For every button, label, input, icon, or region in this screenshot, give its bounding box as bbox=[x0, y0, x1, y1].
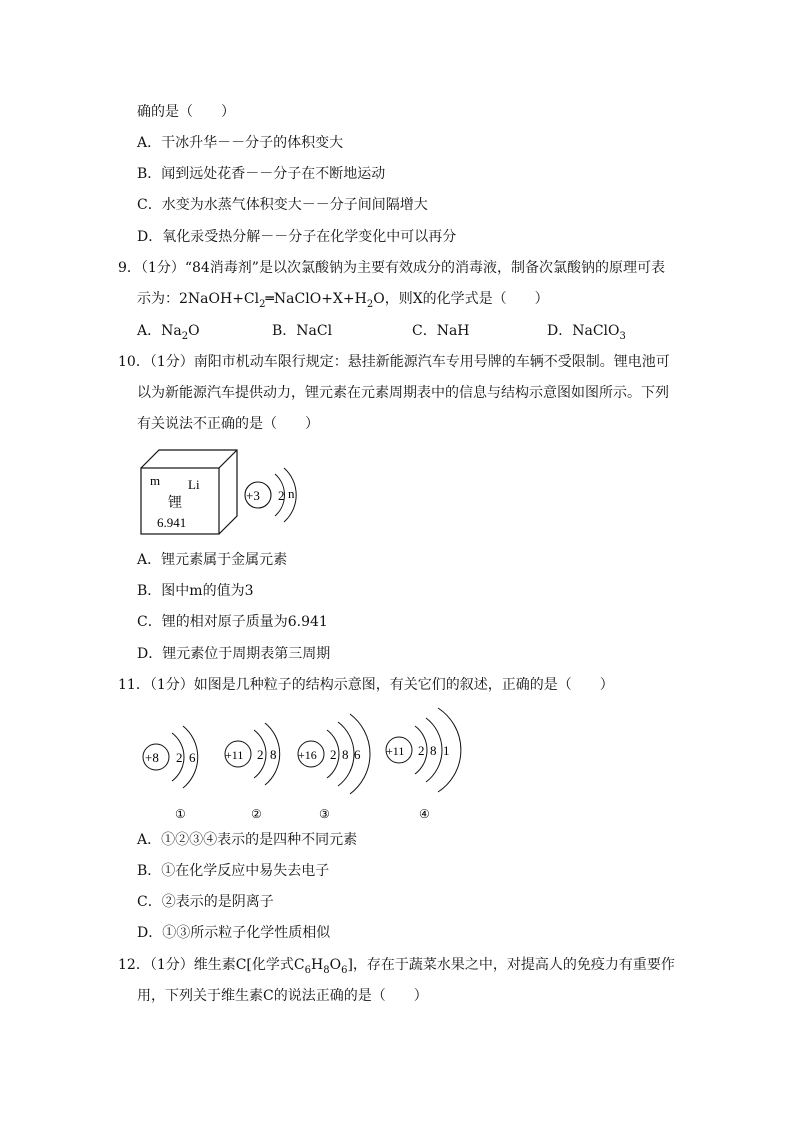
q10-option-a: A．锂元素属于金属元素 bbox=[137, 552, 288, 568]
q10-stem-line2: 以为新能源汽车提供动力，锂元素在元素周期表中的信息与结构示意图如图所示。下列 bbox=[137, 385, 669, 401]
q10-option-d: D．锂元素位于周期表第三周期 bbox=[137, 646, 331, 662]
lithium-nucleus-charge: +3 bbox=[246, 488, 260, 503]
q9-option-c: C．NaH bbox=[412, 323, 470, 339]
q9-option-a: A．$Na_2O$ bbox=[137, 323, 200, 342]
particle-3-shell-3: 6 bbox=[354, 747, 361, 762]
q11-stem-line1: 11．（1分）如图是几种粒子的结构示意图，有关它们的叙述，正确的是（ ） bbox=[118, 677, 614, 693]
particle-1-shell-1: 2 bbox=[176, 750, 183, 765]
particle-3-nucleus: +16 bbox=[298, 748, 317, 762]
lithium-element-cell bbox=[141, 450, 237, 534]
q11-option-d: D．①③所示粒子化学性质相似 bbox=[137, 925, 331, 941]
q10-stem-line1: 10．（1分）南阳市机动车限行规定：悬挂新能源汽车专用号牌的车辆不受限制。锂电池可 bbox=[118, 354, 670, 370]
particle-2-label: ② bbox=[251, 807, 262, 821]
cell-atomic-mass: 6.941 bbox=[157, 515, 187, 530]
lithium-shell2-electrons: n bbox=[288, 486, 295, 501]
cell-element-name: 锂 bbox=[168, 496, 182, 511]
particle-3-shell-1: 2 bbox=[330, 747, 337, 762]
q12-stem-line1: 12．（1分）维生素C[化学式$C_6H_8O_6$]，存在于蔬菜水果之中，对提高人的免疫力有重要作 bbox=[118, 957, 675, 976]
particle-1-nucleus: +8 bbox=[145, 750, 159, 765]
q10-figure bbox=[130, 440, 320, 540]
particle-4-shell-2: 8 bbox=[430, 743, 437, 758]
particle-4-shell-3: 1 bbox=[443, 743, 450, 758]
particle-3-shell-2: 8 bbox=[342, 747, 349, 762]
particle-3-label: ③ bbox=[319, 807, 330, 821]
q11-option-b: B．①在化学反应中易失去电子 bbox=[137, 863, 330, 879]
q10-option-b: B．图中m的值为3 bbox=[137, 583, 254, 599]
cell-atomic-number: m bbox=[150, 473, 161, 488]
particle-2-nucleus: +11 bbox=[225, 748, 244, 762]
q9-option-d: D．NaClO$_3$ bbox=[547, 323, 626, 342]
q9-option-b: B．NaCl bbox=[272, 323, 333, 339]
particle-4-nucleus: +11 bbox=[386, 744, 405, 758]
q8-option-b: B．闻到远处花香－－分子在不断地运动 bbox=[137, 166, 386, 182]
q11-option-a: A．①②③④表示的是四种不同元素 bbox=[137, 832, 358, 848]
particle-1-shell-2: 6 bbox=[189, 750, 196, 765]
q8-stem-tail: 确的是（ ） bbox=[137, 104, 235, 120]
q8-option-c: C．水变为水蒸气体积变大－－分子间间隔增大 bbox=[137, 197, 428, 213]
q9-stem-line2: 示为：$2NaOH+Cl_2═NaClO+X+H_2O$，则X的化学式是（ ） bbox=[137, 291, 549, 310]
q9-stem-line1: 9．（1分）“84消毒剂”是以次氯酸钠为主要有效成分的消毒液，制备次氯酸钠的原理可表 bbox=[118, 260, 665, 276]
particle-4-label: ④ bbox=[419, 807, 430, 821]
cell-symbol: Li bbox=[188, 477, 200, 492]
q10-stem-line3: 有关说法不正确的是（ ） bbox=[137, 416, 319, 432]
particle-2-shell-2: 8 bbox=[270, 747, 277, 762]
particle-4-shell-1: 2 bbox=[418, 743, 425, 758]
q10-option-c: C．锂的相对原子质量为6.941 bbox=[137, 614, 328, 630]
lithium-shell1-electrons: 2 bbox=[278, 488, 285, 503]
q11-option-c: C．②表示的是阴离子 bbox=[137, 894, 274, 910]
q11-figure bbox=[135, 700, 475, 825]
particle-2-shell-1: 2 bbox=[257, 747, 264, 762]
q12-stem-line2: 用，下列关于维生素C的说法正确的是（ ） bbox=[137, 988, 428, 1004]
particle-1-label: ① bbox=[175, 807, 186, 821]
q8-option-d: D．氧化汞受热分解－－分子在化学变化中可以再分 bbox=[137, 229, 457, 245]
q8-option-a: A．干冰升华－－分子的体积变大 bbox=[137, 135, 344, 151]
